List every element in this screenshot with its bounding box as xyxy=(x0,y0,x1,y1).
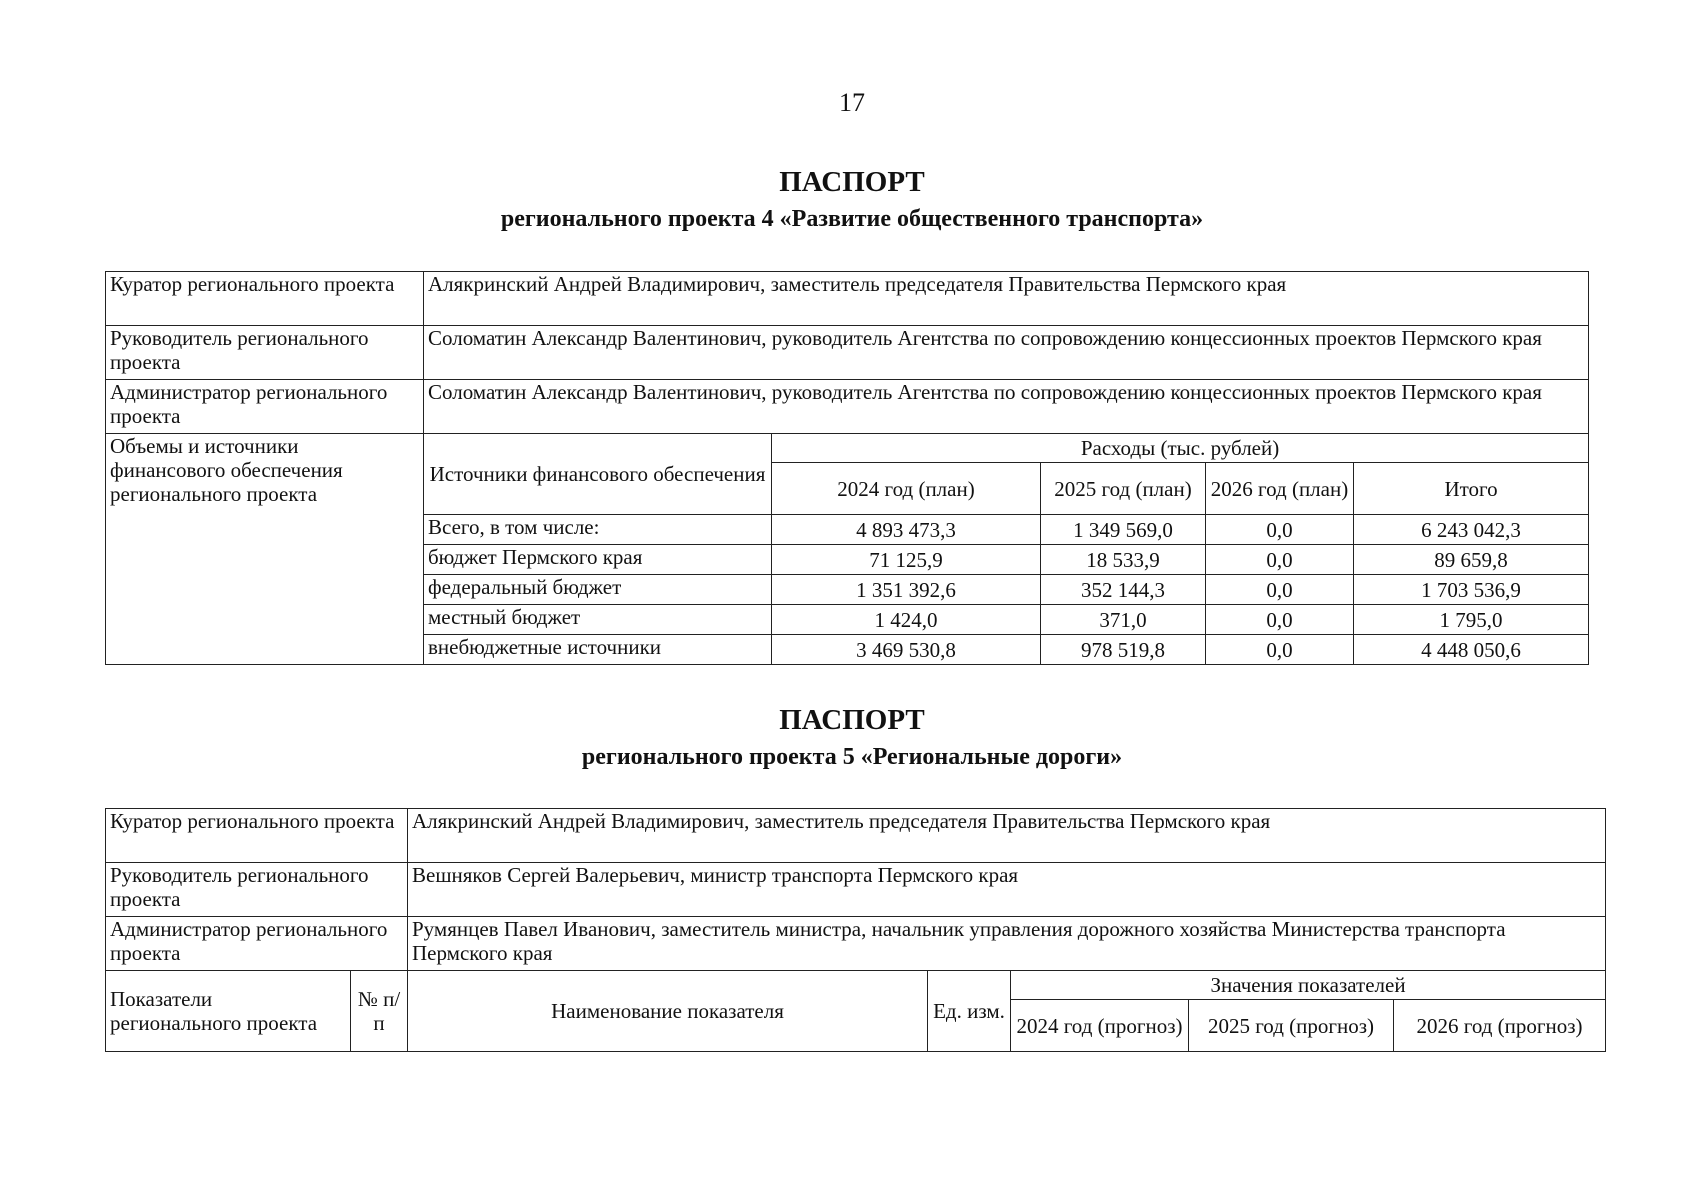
page-number: 17 xyxy=(839,88,865,117)
finance-header-row xyxy=(106,434,1589,463)
finance-2025: 352 144,3 xyxy=(1041,575,1206,605)
row-label: Куратор регионального проекта xyxy=(106,272,424,326)
row-label: Администратор регионального проекта xyxy=(106,917,408,971)
passport4-subtitle: регионального проекта 4 «Развитие общественного транспорта» xyxy=(500,206,1204,232)
col-2026-header: 2026 год (план) xyxy=(1206,463,1354,515)
passport4-table xyxy=(105,271,1589,665)
finance-2026: 0,0 xyxy=(1206,545,1354,575)
finance-source: внебюджетные источники xyxy=(424,635,772,665)
row-value: Алякринский Андрей Владимирович, заместитель председателя Правительства Пермского края xyxy=(424,272,1589,326)
finance-2026: 0,0 xyxy=(1206,635,1354,665)
finance-2026: 0,0 xyxy=(1206,575,1354,605)
finance-2025: 978 519,8 xyxy=(1041,635,1206,665)
finance-total: 4 448 050,6 xyxy=(1354,635,1589,665)
finance-2024: 71 125,9 xyxy=(772,545,1041,575)
row-value: Соломатин Александр Валентинович, руководитель Агентства по сопровождению концессионных проектов Пермского края xyxy=(424,380,1589,434)
finance-2025: 1 349 569,0 xyxy=(1041,515,1206,545)
finance-source: бюджет Пермского края xyxy=(424,545,772,575)
finance-2024: 3 469 530,8 xyxy=(772,635,1041,665)
name-header: Наименование показателя xyxy=(408,971,928,1052)
values-header: Значения показателей xyxy=(1011,971,1606,1000)
row-label: Администратор регионального проекта xyxy=(106,380,424,434)
finance-total: 1 703 536,9 xyxy=(1354,575,1589,605)
finance-2025: 18 533,9 xyxy=(1041,545,1206,575)
row-value: Румянцев Павел Иванович, заместитель министра, начальник управления дорожного хозяйства Министерства транспорта Пермского края xyxy=(408,917,1606,971)
indicators-label: Показатели регионального проекта xyxy=(106,971,351,1052)
finance-total: 6 243 042,3 xyxy=(1354,515,1589,545)
col-2024-header: 2024 год (план) xyxy=(772,463,1041,515)
passport4-row-admin xyxy=(106,380,1589,434)
finance-source: федеральный бюджет xyxy=(424,575,772,605)
passport5-title: ПАСПОРТ xyxy=(779,704,925,736)
col-total-header: Итого xyxy=(1354,463,1589,515)
finance-label: Объемы и источники финансового обеспечения регионального проекта xyxy=(106,434,424,665)
finance-total: 89 659,8 xyxy=(1354,545,1589,575)
passport5-subtitle: регионального проекта 5 «Региональные дороги» xyxy=(581,744,1123,770)
finance-2024: 1 351 392,6 xyxy=(772,575,1041,605)
col-2025-header: 2025 год (прогноз) xyxy=(1189,1000,1394,1052)
passport4-row-curator xyxy=(106,272,1589,326)
finance-2025: 371,0 xyxy=(1041,605,1206,635)
col-2024-header: 2024 год (прогноз) xyxy=(1011,1000,1189,1052)
finance-source: Всего, в том числе: xyxy=(424,515,772,545)
passport4-row-head xyxy=(106,326,1589,380)
row-value: Алякринский Андрей Владимирович, заместитель председателя Правительства Пермского края xyxy=(408,809,1606,863)
finance-2024: 4 893 473,3 xyxy=(772,515,1041,545)
finance-2024: 1 424,0 xyxy=(772,605,1041,635)
finance-total: 1 795,0 xyxy=(1354,605,1589,635)
num-header: № п/п xyxy=(351,971,408,1052)
col-2025-header: 2025 год (план) xyxy=(1041,463,1206,515)
indicators-header-row xyxy=(106,971,1606,1000)
passport5-table xyxy=(105,808,1606,1052)
passport5-row-head xyxy=(106,863,1606,917)
unit-header: Ед. изм. xyxy=(928,971,1011,1052)
finance-2026: 0,0 xyxy=(1206,515,1354,545)
passport5-row-curator xyxy=(106,809,1606,863)
col-2026-header: 2026 год (прогноз) xyxy=(1394,1000,1606,1052)
row-value: Соломатин Александр Валентинович, руководитель Агентства по сопровождению концессионных проектов Пермского края xyxy=(424,326,1589,380)
expenses-header: Расходы (тыс. рублей) xyxy=(772,434,1589,463)
row-label: Куратор регионального проекта xyxy=(106,809,408,863)
row-value: Вешняков Сергей Валерьевич, министр транспорта Пермского края xyxy=(408,863,1606,917)
passport4-title: ПАСПОРТ xyxy=(779,166,925,198)
finance-2026: 0,0 xyxy=(1206,605,1354,635)
finance-source: местный бюджет xyxy=(424,605,772,635)
sources-header: Источники финансового обеспечения xyxy=(424,434,772,515)
row-label: Руководитель регионального проекта xyxy=(106,863,408,917)
row-label: Руководитель регионального проекта xyxy=(106,326,424,380)
passport5-row-admin xyxy=(106,917,1606,971)
